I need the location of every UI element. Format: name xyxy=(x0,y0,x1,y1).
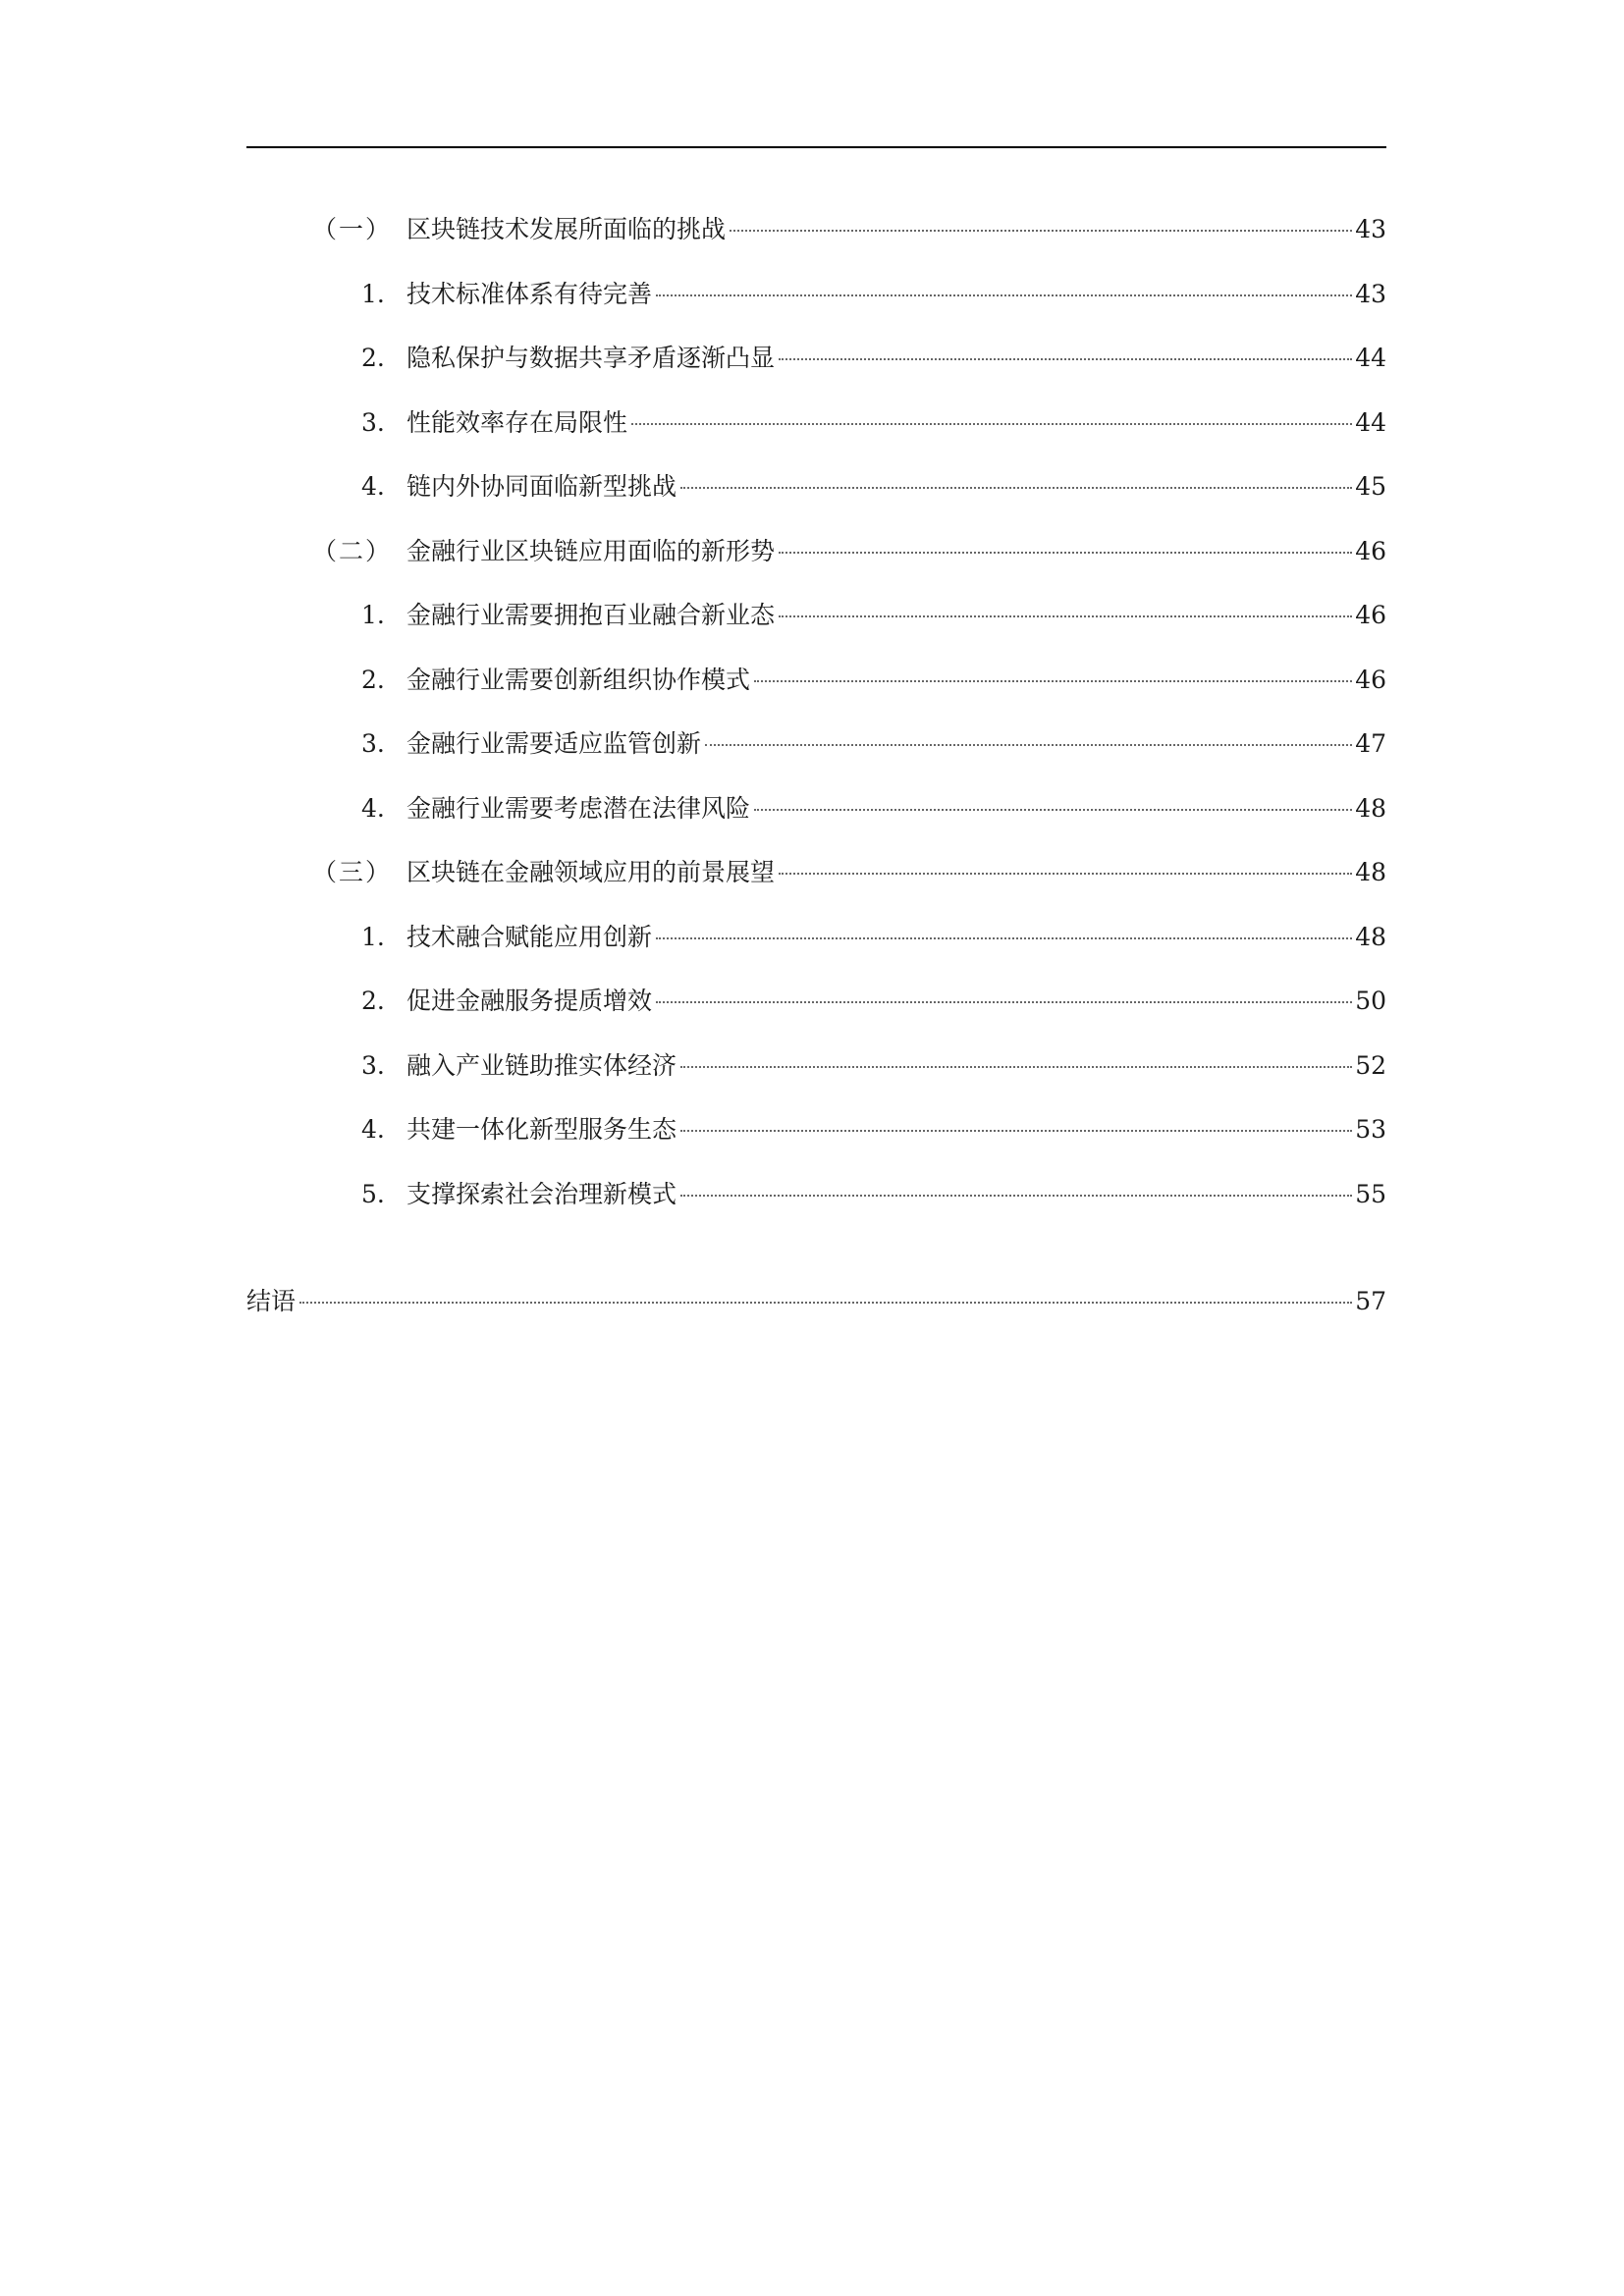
dot-leader xyxy=(656,1001,1352,1003)
toc-entry-number: 1. xyxy=(361,280,385,308)
toc-entry-item[interactable] xyxy=(361,789,1386,828)
toc-entry-number: 5. xyxy=(361,1180,385,1208)
toc-entry-number: 1. xyxy=(361,601,385,629)
toc-entry-title: 促进金融服务提质增效 xyxy=(406,987,653,1015)
toc-entry-item[interactable] xyxy=(361,403,1386,443)
toc-entry-title: 支撑探索社会治理新模式 xyxy=(406,1180,677,1208)
toc-entry-item[interactable] xyxy=(361,275,1386,314)
toc-entry-title: 区块链在金融领域应用的前景展望 xyxy=(406,858,776,886)
dot-leader xyxy=(779,552,1352,554)
toc-entry-page: 45 xyxy=(1355,472,1386,501)
toc-entry-item[interactable] xyxy=(361,339,1386,378)
toc-entry-page: 48 xyxy=(1355,858,1386,886)
toc-entry-number: 2. xyxy=(361,987,385,1015)
dot-leader xyxy=(779,873,1352,875)
toc-entry-page: 48 xyxy=(1355,923,1386,951)
dot-leader xyxy=(779,615,1352,617)
toc-entry-number: 2. xyxy=(361,666,385,694)
toc-entry-number: 4. xyxy=(361,1115,385,1144)
toc-entry-number: 3. xyxy=(361,1051,385,1080)
dot-leader xyxy=(680,1130,1352,1132)
dot-leader xyxy=(680,1066,1352,1068)
toc-entry-item[interactable] xyxy=(361,918,1386,957)
toc-entry-title: 技术融合赋能应用创新 xyxy=(406,923,653,951)
toc-entry-number: （三） xyxy=(312,858,393,886)
toc-entry-title: 性能效率存在局限性 xyxy=(406,408,628,437)
toc-entry-title: 融入产业链助推实体经济 xyxy=(406,1051,677,1080)
toc-entry-page: 46 xyxy=(1355,537,1386,565)
dot-leader xyxy=(656,937,1352,939)
toc-entry-page: 57 xyxy=(1355,1287,1386,1315)
toc-entry-conclusion[interactable] xyxy=(246,1282,1386,1321)
toc-entry-title: 共建一体化新型服务生态 xyxy=(406,1115,677,1144)
toc-entry-item[interactable] xyxy=(361,982,1386,1021)
toc-entry-section-2[interactable] xyxy=(312,532,1386,571)
toc-entry-item[interactable] xyxy=(361,467,1386,507)
toc-entry-page: 52 xyxy=(1355,1051,1386,1080)
dot-leader xyxy=(779,358,1352,360)
toc-entry-page: 55 xyxy=(1355,1180,1386,1208)
toc-entry-page: 43 xyxy=(1355,280,1386,308)
toc-entry-title: 金融行业需要创新组织协作模式 xyxy=(406,666,751,694)
dot-leader xyxy=(754,680,1352,682)
toc-entry-number: 3. xyxy=(361,729,385,758)
toc-entry-number: 1. xyxy=(361,923,385,951)
toc-entry-page: 47 xyxy=(1355,729,1386,758)
toc-entry-item[interactable] xyxy=(361,661,1386,700)
toc-entry-title: 金融行业区块链应用面临的新形势 xyxy=(406,537,776,565)
toc-entry-number: （一） xyxy=(312,215,393,243)
toc-entry-page: 46 xyxy=(1355,666,1386,694)
toc-entry-number: 4. xyxy=(361,794,385,823)
toc-entry-page: 43 xyxy=(1355,215,1386,243)
toc-entry-item[interactable] xyxy=(361,1175,1386,1214)
toc-entry-item[interactable] xyxy=(361,596,1386,635)
toc-entry-item[interactable] xyxy=(361,1046,1386,1086)
toc-entry-title: 隐私保护与数据共享矛盾逐渐凸显 xyxy=(406,344,776,372)
toc-entry-item[interactable] xyxy=(361,1110,1386,1149)
dot-leader xyxy=(705,744,1352,746)
toc-entry-section-1[interactable] xyxy=(312,210,1386,249)
toc-entry-title: 金融行业需要考虑潜在法律风险 xyxy=(406,794,751,823)
dot-leader xyxy=(631,423,1352,425)
dot-leader xyxy=(299,1302,1352,1304)
dot-leader xyxy=(754,809,1352,811)
toc-entry-item[interactable] xyxy=(361,724,1386,764)
toc-entry-title: 金融行业需要拥抱百业融合新业态 xyxy=(406,601,776,629)
toc-entry-number: 3. xyxy=(361,408,385,437)
dot-leader xyxy=(680,487,1352,489)
toc-entry-title: 金融行业需要适应监管创新 xyxy=(406,729,702,758)
toc-entry-title: 区块链技术发展所面临的挑战 xyxy=(406,215,727,243)
toc-entry-page: 50 xyxy=(1355,987,1386,1015)
toc-entry-page: 48 xyxy=(1355,794,1386,823)
toc-entry-page: 53 xyxy=(1355,1115,1386,1144)
toc-entry-section-3[interactable] xyxy=(312,853,1386,892)
toc-entry-number: 4. xyxy=(361,472,385,501)
toc-entry-number: （二） xyxy=(312,537,393,565)
toc-entry-page: 46 xyxy=(1355,601,1386,629)
dot-leader xyxy=(656,294,1352,296)
toc-entry-title: 技术标准体系有待完善 xyxy=(406,280,653,308)
toc-entry-number: 2. xyxy=(361,344,385,372)
dot-leader xyxy=(680,1195,1352,1197)
toc-entry-title: 链内外协同面临新型挑战 xyxy=(406,472,677,501)
toc-entry-page: 44 xyxy=(1355,344,1386,372)
toc-entry-page: 44 xyxy=(1355,408,1386,437)
toc-entry-title: 结语 xyxy=(246,1287,297,1315)
dot-leader xyxy=(730,230,1352,232)
